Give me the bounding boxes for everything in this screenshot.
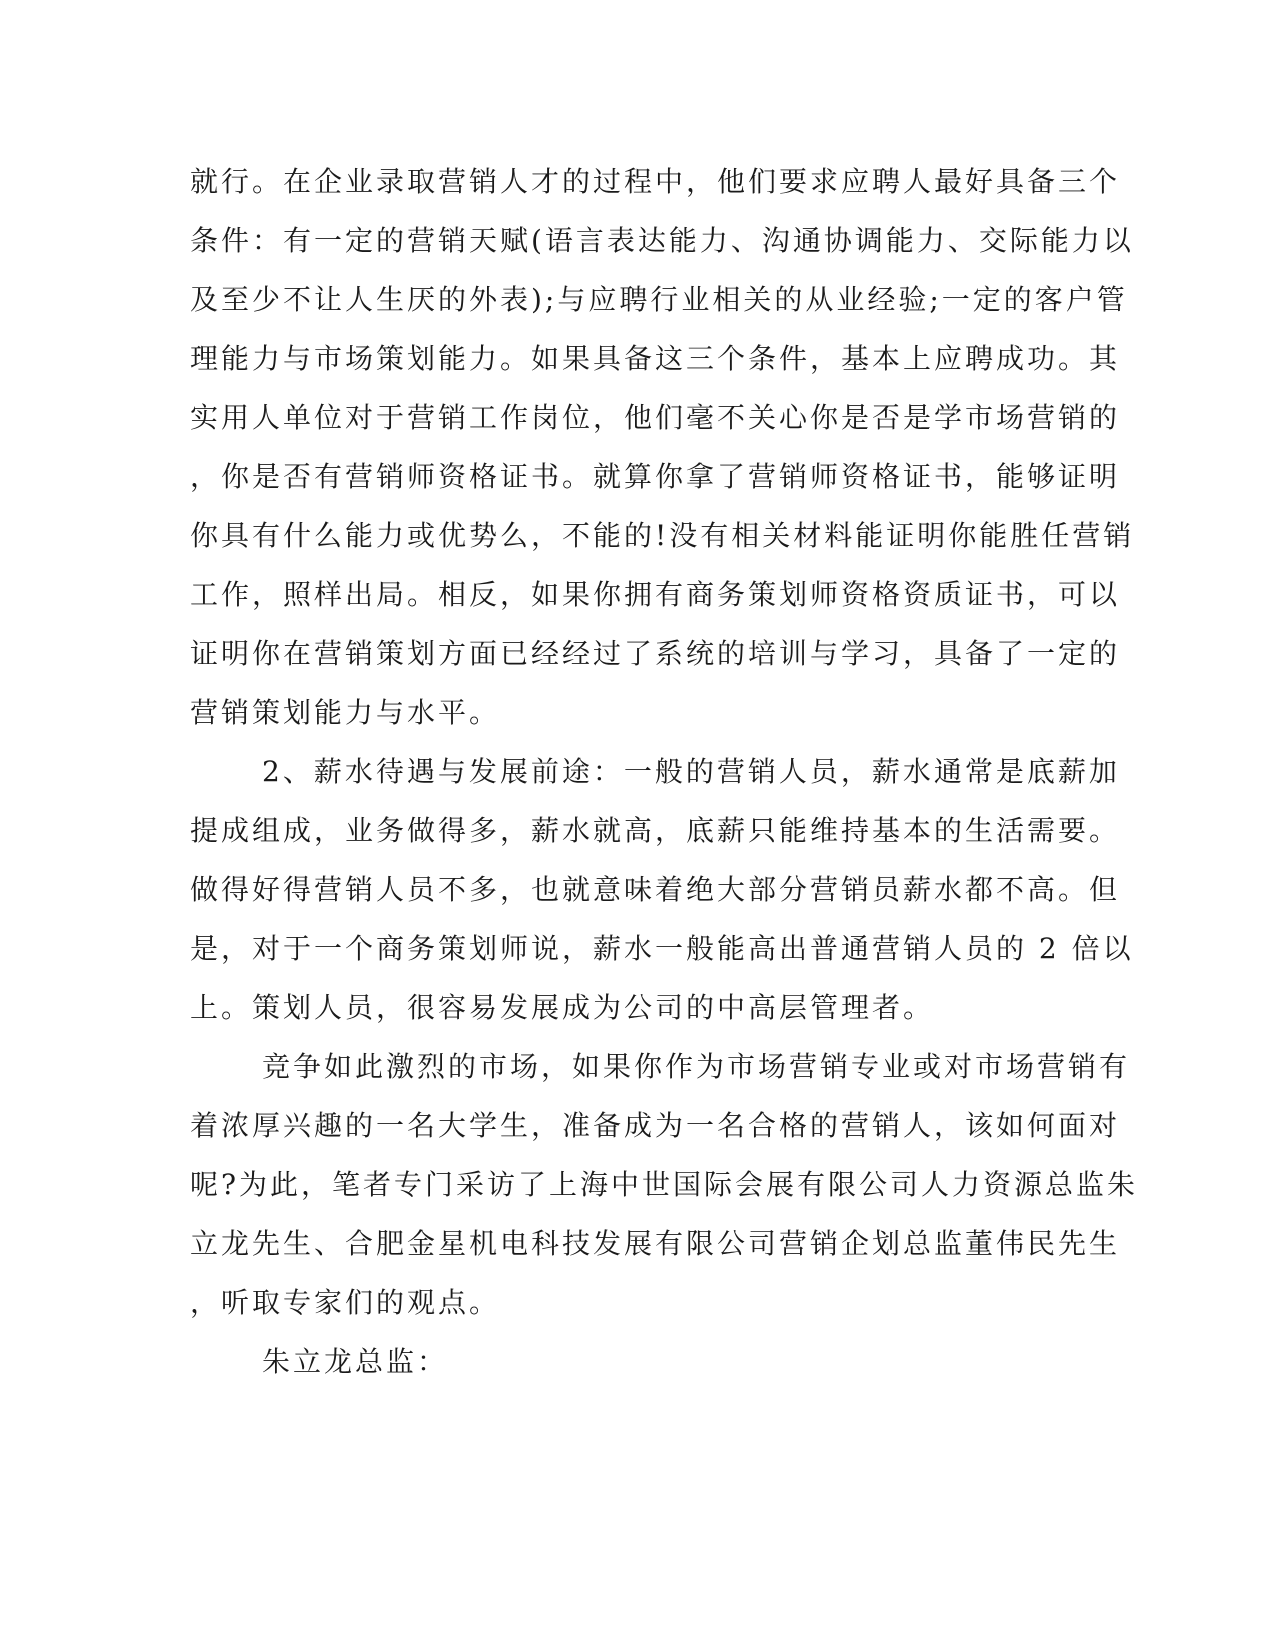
paragraph-line: 你具有什么能力或优势么，不能的!没有相关材料能证明你能胜任营销 bbox=[190, 519, 1135, 552]
paragraph-line: 营销策划能力与水平。 bbox=[190, 696, 501, 729]
paragraph-line: 就行。在企业录取营销人才的过程中，他们要求应聘人最好具备三个 bbox=[190, 165, 1121, 198]
paragraph-line: 呢?为此，笔者专门采访了上海中世国际会展有限公司人力资源总监朱 bbox=[190, 1168, 1139, 1201]
paragraph-line: 工作，照样出局。相反，如果你拥有商务策划师资格资质证书，可以 bbox=[190, 578, 1121, 611]
paragraph-line: 2、薪水待遇与发展前途：一般的营销人员，薪水通常是底薪加 bbox=[262, 755, 1120, 788]
paragraph-line: ，听取专家们的观点。 bbox=[190, 1286, 501, 1319]
paragraph-line: 做得好得营销人员不多，也就意味着绝大部分营销员薪水都不高。但 bbox=[190, 873, 1121, 906]
paragraph-line: 条件：有一定的营销天赋(语言表达能力、沟通协调能力、交际能力以 bbox=[190, 224, 1134, 257]
paragraph-line: 证明你在营销策划方面已经经过了系统的培训与学习，具备了一定的 bbox=[190, 637, 1121, 670]
speaker-heading: 朱立龙总监： bbox=[262, 1345, 449, 1378]
paragraph-line: ，你是否有营销师资格证书。就算你拿了营销师资格证书，能够证明 bbox=[190, 460, 1121, 493]
paragraph-line: 立龙先生、合肥金星机电科技发展有限公司营销企划总监董伟民先生 bbox=[190, 1227, 1121, 1260]
paragraph-line: 竞争如此激烈的市场，如果你作为市场营销专业或对市场营销有 bbox=[262, 1050, 1131, 1083]
paragraph-line: 上。策划人员，很容易发展成为公司的中高层管理者。 bbox=[190, 991, 935, 1024]
paragraph-line: 及至少不让人生厌的外表);与应聘行业相关的从业经验;一定的客户管 bbox=[190, 283, 1128, 316]
paragraph-line: 是，对于一个商务策划师说，薪水一般能高出普通营销人员的 2 倍以 bbox=[190, 932, 1134, 965]
paragraph-line: 理能力与市场策划能力。如果具备这三个条件，基本上应聘成功。其 bbox=[190, 342, 1121, 375]
paragraph-line: 着浓厚兴趣的一名大学生，准备成为一名合格的营销人，该如何面对 bbox=[190, 1109, 1121, 1142]
paragraph-line: 实用人单位对于营销工作岗位，他们毫不关心你是否是学市场营销的 bbox=[190, 401, 1121, 434]
paragraph-line: 提成组成，业务做得多，薪水就高，底薪只能维持基本的生活需要。 bbox=[190, 814, 1121, 847]
